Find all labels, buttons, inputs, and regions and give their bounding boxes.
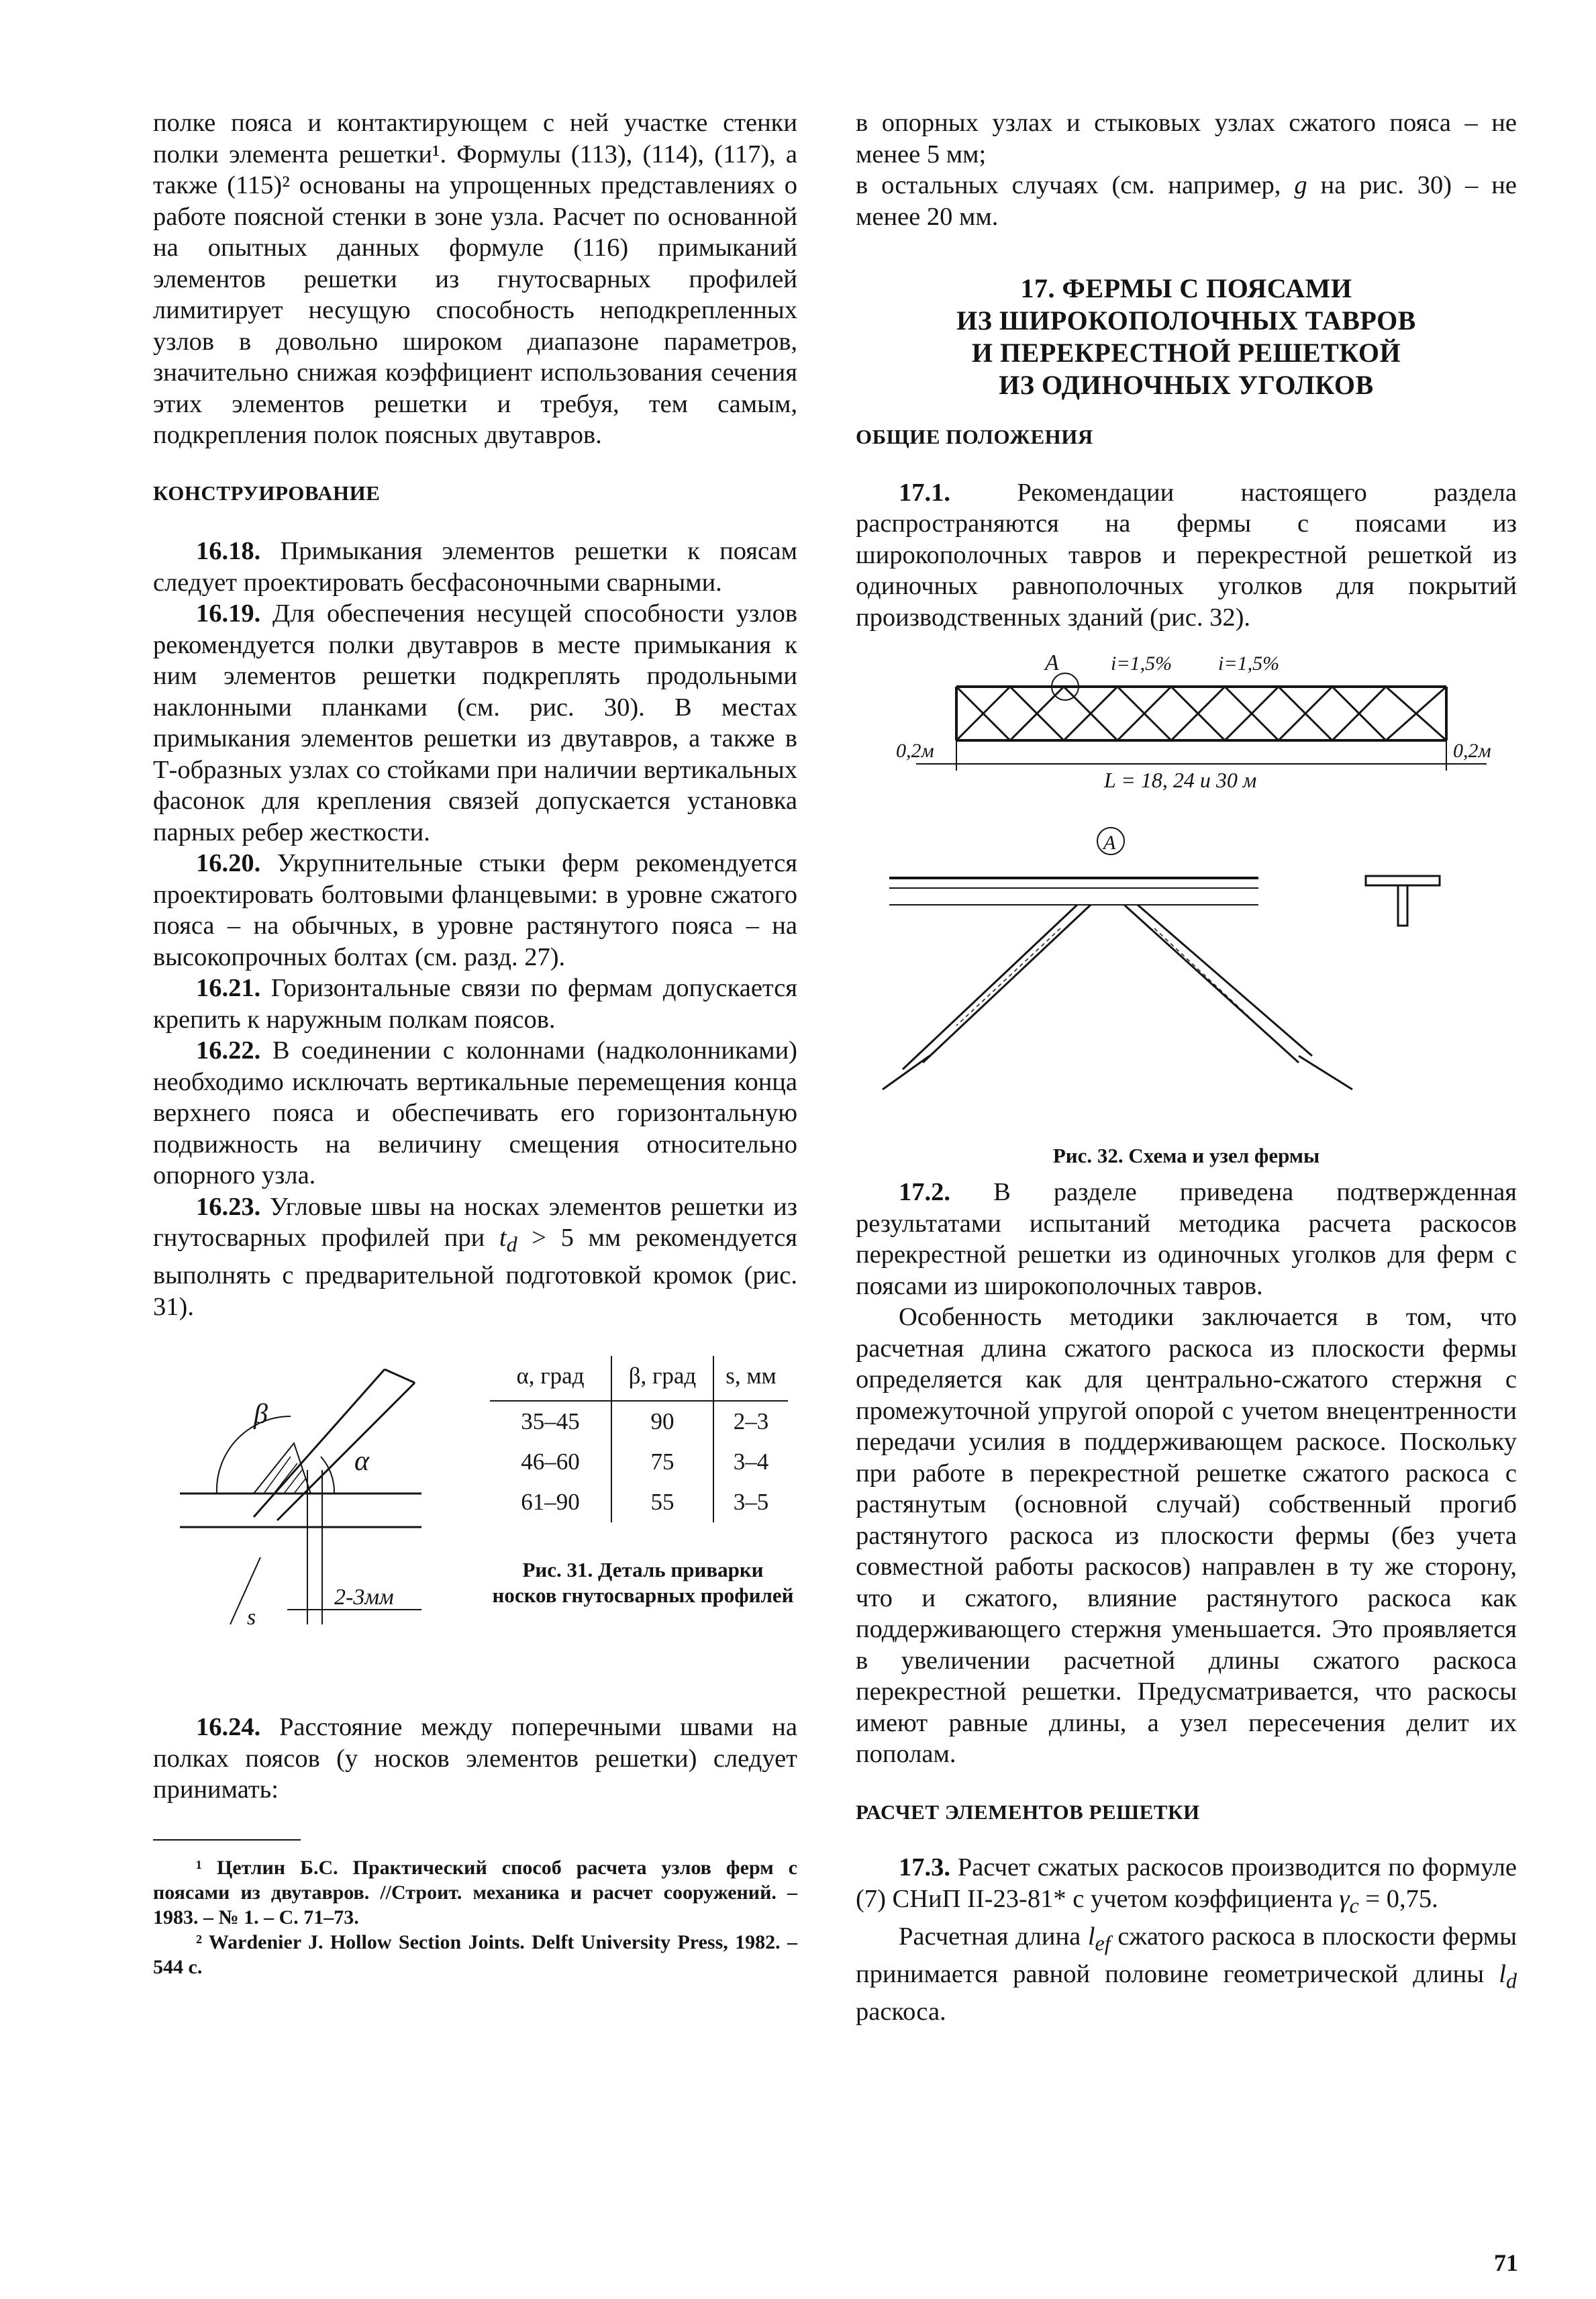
figure-32 xyxy=(856,646,1517,1177)
figure-31-caption: Рис. 31. Деталь приварки носков гнутосварных профилей xyxy=(492,1558,794,1608)
span-label: L = 18, 24 и 30 м xyxy=(1104,768,1257,792)
clause-text: Для обеспечения несущей способности узлов рекомендуется полки двутавров в месте примыкания к ним элементов решетки подкреплять продольными наклонными планками (см. рис. 30). В местах примыкания элементов решетки из двутавров, а также в Т-образных узлах со стойками при наличии вертикальных фасонок для крепления связей допускается установка парных ребер жесткости. xyxy=(153,599,797,846)
footnote-2: ² Wardenier J. Hollow Section Joints. Delft University Press, 1982. – 544 с. xyxy=(153,1930,797,1978)
paragraph-16-23 xyxy=(153,1191,797,1323)
table-row xyxy=(490,1401,788,1442)
table-header-row xyxy=(490,1356,788,1401)
section-title-line: ИЗ ОДИНОЧНЫХ УГОЛКОВ xyxy=(999,370,1374,400)
lattice-diagonals xyxy=(956,687,1446,740)
angle-diagonals xyxy=(903,905,1312,1069)
clause-text: Рекомендации настоящего раздела распространяются на фермы с поясами из широкополочных тавров и перекрестной решеткой из одиночных равнополочных уголков для покрытий производственных зданий (рис. 32). xyxy=(856,478,1517,632)
section-title-line: И ПЕРЕКРЕСТНОЙ РЕШЕТКОЙ xyxy=(971,338,1401,368)
dimension-label: 2-3мм xyxy=(334,1585,394,1610)
clause-text: В соединении с колоннами (надколонниками) необходимо исключать вертикальные перемещения конца верхнего пояса и обеспечивать его горизонтальную подвижность на величину смещения относительно опорного узла. xyxy=(153,1036,797,1189)
footnotes xyxy=(153,1839,797,1979)
paragraph-16-22 xyxy=(153,1035,797,1191)
alpha-label: α xyxy=(354,1446,370,1477)
clause-text: Угловые швы на носках элементов решетки из гнутосварных профилей при xyxy=(153,1192,797,1252)
table-cell: 2–3 xyxy=(733,1408,769,1435)
table-header: s, мм xyxy=(713,1356,788,1401)
clause-number: 16.20. xyxy=(196,849,261,877)
clause-number: 16.24. xyxy=(196,1713,261,1742)
table-cell: 46–60 xyxy=(490,1442,611,1482)
paragraph-17-2-b: Особенность методики заключается в том, что расчетная длина сжатого раскоса из плоскости фермы определяется как для центрально-сжатого стержня с промежуточной упругой опорой с учетом внецентренности передачи усилия в поддерживающем раскосе. Поскольку при работе в перекрестной решетке сжатого раскоса с растянутым (основной случай) собственный прогиб растянутого раскоса из плоскости фермы (без учета совместной работы раскосов) направлен в ту же сторону, что и сжатого, влияние растянутого раскоса как поддерживающего стержня уменьшается. Это проявляется в увеличении расчетной длины сжатого раскоса перекрестной решетки. Предусматривается, что раскосы имеют равные длины, а узел пересечения делит их пополам. xyxy=(856,1303,1517,1768)
page-number: 71 xyxy=(1494,2249,1518,2276)
variable-l: l xyxy=(1499,1959,1506,1988)
weld-detail-drawing xyxy=(153,1356,435,1638)
clause-number: 17.2. xyxy=(899,1178,950,1206)
offset-label-right: 0,2м xyxy=(1453,740,1491,762)
figure-32-caption: Рис. 32. Схема и узел фермы xyxy=(1052,1144,1320,1167)
hatch-line xyxy=(274,1463,297,1494)
truss-drawing xyxy=(856,646,1517,1130)
text-part: в остальных случаях (см. например, xyxy=(856,171,1295,199)
bolt-symbol xyxy=(1299,1056,1352,1089)
s-label: s xyxy=(247,1605,256,1630)
left-column xyxy=(153,107,797,1979)
footnote-1: ¹ Цетлин Б.С. Практический способ расчета узлов ферм с поясами из двутавров. //Строит. механика и расчет сооружений. – 1983. – № 1. – С. 71–73. xyxy=(153,1856,797,1928)
heading-general: ОБЩИЕ ПОЛОЖЕНИЯ xyxy=(856,425,1093,448)
tee-section-flange xyxy=(1366,876,1440,885)
table-row xyxy=(490,1482,788,1522)
slope-label: i=1,5% xyxy=(1111,652,1173,675)
clause-number: 16.18. xyxy=(196,537,261,565)
heading-calc: РАСЧЕТ ЭЛЕМЕНТОВ РЕШЕТКИ xyxy=(856,1800,1200,1824)
tee-section-stem xyxy=(1398,885,1407,926)
profile-end xyxy=(385,1369,415,1383)
section-title xyxy=(856,273,1517,401)
clause-number: 16.23. xyxy=(196,1192,261,1221)
clause-text: Укрупнительные стыки ферм рекомендуется проектировать болтовыми фланцевыми: в уровне сжатого пояса – на обычных, в уровне растянутого пояса – на высокопрочных болтах (см. разд. 27). xyxy=(153,849,797,971)
weld-table xyxy=(490,1356,788,1522)
clause-number: 16.19. xyxy=(196,599,261,628)
table-row xyxy=(490,1442,788,1482)
leader-line xyxy=(230,1557,260,1624)
subscript-ef: ef xyxy=(1095,1930,1111,1955)
footnote-rule xyxy=(153,1839,301,1841)
section-title-line: ИЗ ШИРОКОПОЛОЧНЫХ ТАВРОВ xyxy=(956,305,1416,336)
clause-number: 17.3. xyxy=(899,1853,950,1881)
paragraph-continuation-2 xyxy=(856,170,1517,232)
table-cell: 61–90 xyxy=(490,1482,611,1522)
variable-l: l xyxy=(1087,1922,1095,1951)
clause-number: 16.22. xyxy=(196,1036,261,1065)
paragraph-17-3 xyxy=(856,1852,1517,1921)
paragraph-16-21 xyxy=(153,973,797,1035)
clause-text: = 0,75. xyxy=(1358,1884,1438,1913)
offset-label-left: 0,2м xyxy=(896,740,934,762)
paragraph-17-3-b xyxy=(856,1921,1517,2028)
table-cell: 3–4 xyxy=(733,1449,769,1475)
clause-text: В разделе приведена подтвержденная результатами испытаний методика расчета раскосов перекрестной решетки из одиночных уголков для ферм с поясами из широкополочных тавров. xyxy=(856,1178,1517,1300)
section-title-line: 17. ФЕРМЫ С ПОЯСАМИ xyxy=(1020,273,1352,303)
slope-label: i=1,5% xyxy=(1218,652,1280,675)
clause-text: Расстояние между поперечными швами на полках поясов (у носков элементов решетки) следует принимать: xyxy=(153,1713,797,1804)
node-label: А xyxy=(1045,650,1059,675)
clause-number: 16.21. xyxy=(196,974,261,1002)
table-cell: 35–45 xyxy=(490,1401,611,1442)
paragraph-intro: полке пояса и контактирующем с ней участке стенки полки элемента решетки¹. Формулы (113), (114), (117), а также (115)² основаны на упрощенных представлениях о работе поясной стенки в зоне узла. Расчет по основанной на опытных данных формуле (116) примыканий элементов решетки из гнутосварных профилей лимитирует несущую способность неподкрепленных узлов в довольно широком диапазоне параметров, значительно снижая коэффициент использования сечения этих элементов решетки и требуя, тем самым, подкрепления полок поясных двутавров. xyxy=(153,109,797,449)
heading-construction: КОНСТРУИРОВАНИЕ xyxy=(153,481,381,505)
clause-text: Примыкания элементов решетки к поясам следует проектировать бесфасоночными сварными. xyxy=(153,537,797,597)
text-part: на рис. 30) – не менее 20 мм. xyxy=(856,171,1517,231)
variable-g: g xyxy=(1294,171,1307,199)
paragraph-17-1 xyxy=(856,477,1517,634)
detail-label: А xyxy=(1103,832,1116,854)
subscript-c: c xyxy=(1349,1893,1359,1918)
beta-label: β xyxy=(254,1399,268,1430)
table-cell: 75 xyxy=(611,1442,713,1482)
paragraph-17-2 xyxy=(856,1177,1517,1302)
table-cell: 3–5 xyxy=(733,1489,769,1516)
paragraph-16-20 xyxy=(153,848,797,973)
clause-text: Расчет сжатых раскосов производится по формуле (7) СНиП II-23-81* с учетом коэффициента xyxy=(856,1853,1517,1913)
table-cell: 90 xyxy=(611,1401,713,1442)
paragraph-16-19 xyxy=(153,598,797,848)
table-cell: 55 xyxy=(611,1482,713,1522)
table-header: α, град xyxy=(490,1356,611,1401)
text-part: раскоса. xyxy=(856,1998,946,2026)
hatch-line xyxy=(294,1478,306,1494)
subscript-d: d xyxy=(1505,1968,1517,1993)
bolt-symbol xyxy=(883,1056,930,1089)
profile-edge-1 xyxy=(254,1369,385,1517)
subscript-d: d xyxy=(506,1232,517,1257)
paragraph-16-24 xyxy=(153,1712,797,1806)
clause-number: 17.1. xyxy=(899,478,950,507)
profile-edge-2 xyxy=(277,1383,415,1520)
text-part: Расчетная длина xyxy=(899,1922,1088,1951)
paragraph-16-18 xyxy=(153,536,797,598)
text-part: сжатого раскоса в плоскости фермы принимается равной половине геометрической длины xyxy=(856,1922,1517,1988)
table-header: β, град xyxy=(611,1356,713,1401)
variable-t: t xyxy=(499,1224,507,1252)
paragraph-continuation-1: в опорных узлах и стыковых узлах сжатого пояса – не менее 5 мм; xyxy=(856,109,1517,168)
right-column xyxy=(856,107,1517,2028)
figure-31 xyxy=(153,1356,797,1692)
clause-text: > 5 мм рекомендуется выполнять с предварительной подготовкой кромок (рис. 31). xyxy=(153,1224,797,1321)
clause-text: Горизонтальные связи по фермам допускается крепить к наружным полкам поясов. xyxy=(153,974,797,1034)
variable-gamma: γ xyxy=(1339,1884,1350,1913)
